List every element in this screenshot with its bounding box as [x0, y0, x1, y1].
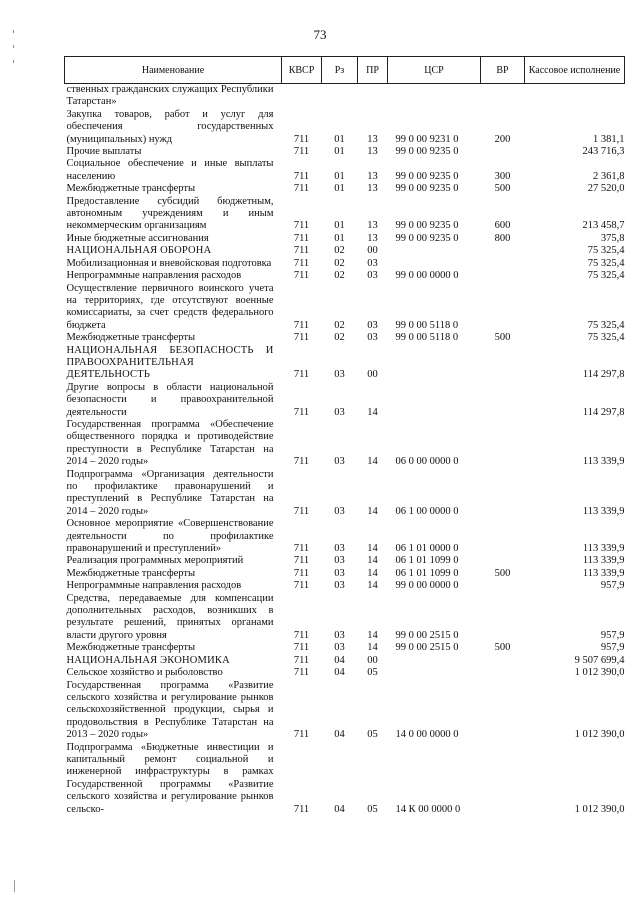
row-csr: 99 0 00 2515 0: [395, 642, 459, 654]
row-rz: 01: [334, 232, 345, 244]
row-vr: [481, 655, 525, 667]
row-pr: 03: [367, 270, 378, 282]
row-name: Осуществление первичного воинского учета на территориях, где отсутствуют военные комиссариаты, за счет средств федерального бюджета: [66, 282, 274, 331]
header-vr: ВР: [481, 57, 525, 84]
row-name: Мобилизационная и вневойсковая подготовка: [66, 257, 272, 269]
row-csr: 99 0 00 9231 0: [395, 133, 459, 145]
row-name: Межбюджетные трансферты: [66, 567, 196, 579]
row-pr: 14: [367, 555, 378, 567]
table-row: [65, 593, 625, 643]
row-pr: 13: [367, 146, 378, 158]
row-pr: 14: [367, 642, 378, 654]
row-csr: [388, 245, 481, 257]
row-kvsr: 711: [293, 170, 310, 182]
row-vr: [481, 419, 525, 469]
row-csr: 06 1 01 0000 0: [395, 543, 459, 555]
row-rz: 04: [334, 803, 345, 815]
table-row: [65, 158, 625, 183]
row-rz: 04: [334, 654, 345, 666]
row-vr: 600: [494, 220, 511, 232]
row-pr: 14: [367, 406, 378, 418]
row-amount: 113 339,9: [582, 456, 625, 468]
row-pr: [358, 84, 388, 109]
row-amount: 113 339,9: [582, 567, 625, 579]
row-rz: 03: [334, 406, 345, 418]
row-kvsr: 711: [293, 629, 310, 641]
row-amount: [525, 84, 625, 109]
row-rz: 03: [334, 369, 345, 381]
row-rz: 01: [334, 146, 345, 158]
header-rz: Рз: [322, 57, 358, 84]
row-pr: 00: [367, 245, 378, 257]
table-row: [65, 332, 625, 344]
row-pr: 00: [367, 369, 378, 381]
scan-bottom-mark: [14, 880, 15, 892]
row-rz: 02: [334, 332, 345, 344]
row-csr: 14 К 00 0000 0: [395, 803, 461, 815]
table-row: [65, 109, 625, 146]
row-name: Средства, передаваемые для компенсации дополнительных расходов, возникших в результате решений, принятых органами власти другого уровня: [66, 592, 274, 641]
row-name: Подпрограмма «Организация деятельности по профилактике правонарушений и преступлений в Республике Татарстан на 2014 – 2020 годы»: [66, 468, 274, 517]
row-pr: 05: [367, 803, 378, 815]
row-csr: [388, 345, 481, 382]
table-row: [65, 568, 625, 580]
row-rz: 03: [334, 567, 345, 579]
row-kvsr: 711: [293, 803, 310, 815]
row-vr: [481, 680, 525, 742]
row-rz: 02: [334, 257, 345, 269]
table-row: [65, 258, 625, 270]
row-name: Предоставление субсидий бюджетным, автономным учреждениям и иным некоммерческим организациям: [66, 195, 274, 232]
row-rz: 03: [334, 456, 345, 468]
table-row: [65, 655, 625, 667]
row-pr: 14: [367, 629, 378, 641]
row-csr: 99 0 00 5118 0: [395, 332, 459, 344]
row-vr: 800: [494, 232, 511, 244]
table-row: [65, 642, 625, 654]
row-kvsr: 711: [293, 567, 310, 579]
row-amount: 957,9: [600, 580, 625, 592]
row-csr: 06 1 01 1099 0: [395, 567, 459, 579]
row-vr: [481, 258, 525, 270]
row-rz: 01: [334, 133, 345, 145]
row-kvsr: 711: [293, 654, 310, 666]
row-name: НАЦИОНАЛЬНАЯ ЭКОНОМИКА: [66, 654, 230, 666]
row-name: Межбюджетные трансферты: [66, 642, 196, 654]
row-rz: 02: [334, 245, 345, 257]
row-rz: 01: [334, 220, 345, 232]
row-pr: 03: [367, 332, 378, 344]
table-row: [65, 555, 625, 567]
row-name: Межбюджетные трансферты: [66, 183, 196, 195]
row-kvsr: 711: [293, 642, 310, 654]
table-row: [65, 245, 625, 257]
row-amount: 114 297,8: [582, 369, 625, 381]
row-vr: [481, 270, 525, 282]
table-row: [65, 469, 625, 519]
row-name: Государственная программа «Обеспечение общественного порядка и противодействие преступности в Республике Татарстан на 2014 – 2020 годы»: [66, 418, 274, 468]
row-amount: 9 507 699,4: [574, 654, 625, 666]
row-rz: [322, 84, 358, 109]
table-row: [65, 419, 625, 469]
row-pr: 14: [367, 580, 378, 592]
table-row: [65, 233, 625, 245]
row-kvsr: 711: [293, 667, 310, 679]
row-amount: 243 716,3: [582, 146, 625, 158]
scan-edge-marks: [13, 30, 15, 75]
row-csr: [388, 382, 481, 419]
row-vr: [481, 283, 525, 333]
row-vr: [481, 345, 525, 382]
row-name: НАЦИОНАЛЬНАЯ БЕЗОПАСНОСТЬ И ПРАВООХРАНИТЕЛЬНАЯ ДЕЯТЕЛЬНОСТЬ: [66, 344, 274, 381]
row-name: ственных гражданских служащих Республики Татарстан»: [66, 84, 274, 108]
table-row: [65, 382, 625, 419]
row-kvsr: 711: [293, 729, 310, 741]
row-rz: 03: [334, 543, 345, 555]
row-kvsr: 711: [293, 332, 310, 344]
row-amount: 1 012 390,0: [574, 667, 625, 679]
row-name: Основное мероприятие «Совершенствование деятельности по профилактике правонарушений и преступлений»: [66, 518, 274, 555]
row-name: Межбюджетные трансферты: [66, 332, 196, 344]
row-vr: [481, 84, 525, 109]
table-header-row: [65, 57, 625, 84]
table-row: [65, 742, 625, 816]
table-row: [65, 270, 625, 282]
row-name: НАЦИОНАЛЬНАЯ ОБОРОНА: [66, 245, 212, 257]
row-name: Прочие выплаты: [66, 146, 142, 158]
row-rz: 02: [334, 270, 345, 282]
row-amount: 1 012 390,0: [574, 729, 625, 741]
row-name: Подпрограмма «Бюджетные инвестиции и капитальный ремонт социальной и инженерной инфраструктуры в рамках Государственной программы «Развитие сельского хозяйства и регулирование рынков сельско-: [66, 741, 274, 815]
row-csr: 14 0 00 0000 0: [395, 729, 459, 741]
row-rz: 04: [334, 729, 345, 741]
table-row: [65, 518, 625, 555]
row-amount: 213 458,7: [582, 220, 625, 232]
row-vr: [481, 382, 525, 419]
row-pr: 14: [367, 543, 378, 555]
row-kvsr: 711: [293, 369, 310, 381]
row-name: Реализация программных мероприятий: [66, 555, 244, 567]
row-csr: 06 1 00 0000 0: [395, 505, 459, 517]
row-amount: 75 325,4: [587, 257, 625, 269]
row-pr: 05: [367, 667, 378, 679]
row-rz: 02: [334, 319, 345, 331]
row-amount: 2 361,8: [593, 170, 625, 182]
row-pr: 03: [367, 319, 378, 331]
row-pr: 00: [367, 654, 378, 666]
row-amount: 27 520,0: [587, 183, 625, 195]
row-rz: 03: [334, 555, 345, 567]
row-amount: 1 012 390,0: [574, 803, 625, 815]
header-name: Наименование: [65, 57, 282, 84]
table-row: [65, 667, 625, 679]
table-row: [65, 146, 625, 158]
row-csr: 99 0 00 0000 0: [395, 270, 459, 282]
row-csr: 99 0 00 5118 0: [395, 319, 459, 331]
table-body: [65, 84, 625, 816]
row-pr: 05: [367, 729, 378, 741]
page-number: 73: [313, 27, 327, 42]
row-kvsr: 711: [293, 456, 310, 468]
row-vr: 500: [494, 332, 511, 344]
row-amount: 113 339,9: [582, 543, 625, 555]
row-kvsr: 711: [293, 183, 310, 195]
row-kvsr: 711: [293, 543, 310, 555]
table-row: [65, 196, 625, 233]
table-row: [65, 84, 625, 109]
header-csr: ЦСР: [388, 57, 481, 84]
row-kvsr: 711: [293, 580, 310, 592]
row-amount: 114 297,8: [582, 406, 625, 418]
row-amount: 113 339,9: [582, 555, 625, 567]
row-name: Другие вопросы в области национальной безопасности и правоохранительной деятельности: [66, 381, 274, 418]
row-vr: [481, 469, 525, 519]
row-kvsr: [282, 84, 322, 109]
header-amount: Кассовое исполнение: [525, 57, 625, 84]
table-row: [65, 183, 625, 195]
row-rz: 01: [334, 170, 345, 182]
row-vr: 200: [494, 133, 511, 145]
row-csr: 06 0 00 0000 0: [395, 456, 459, 468]
row-amount: 75 325,4: [587, 270, 625, 282]
row-name: Иные бюджетные ассигнования: [66, 232, 209, 244]
row-rz: 03: [334, 580, 345, 592]
row-kvsr: 711: [293, 406, 310, 418]
row-pr: 14: [367, 567, 378, 579]
budget-execution-table: [64, 56, 625, 816]
row-vr: [481, 555, 525, 567]
row-kvsr: 711: [293, 257, 310, 269]
table-row: [65, 283, 625, 333]
row-csr: [388, 667, 481, 679]
row-vr: 500: [494, 642, 511, 654]
row-vr: [481, 245, 525, 257]
row-rz: 01: [334, 183, 345, 195]
row-vr: 500: [494, 567, 511, 579]
row-kvsr: 711: [293, 555, 310, 567]
table-row: [65, 345, 625, 382]
row-amount: 957,9: [600, 642, 625, 654]
row-kvsr: 711: [293, 319, 310, 331]
row-amount: 75 325,4: [587, 332, 625, 344]
row-csr: 99 0 00 9235 0: [395, 170, 459, 182]
row-pr: 13: [367, 133, 378, 145]
row-rz: 03: [334, 505, 345, 517]
row-name: Закупка товаров, работ и услуг для обеспечения государственных (муниципальных) нужд: [66, 108, 274, 145]
table-row: [65, 680, 625, 742]
row-amount: 957,9: [600, 629, 625, 641]
row-name: Непрограммные направления расходов: [66, 270, 242, 282]
row-pr: 14: [367, 456, 378, 468]
row-name: Сельское хозяйство и рыболовство: [66, 667, 223, 679]
row-csr: [388, 84, 481, 109]
row-vr: [481, 742, 525, 816]
header-pr: ПР: [358, 57, 388, 84]
row-csr: 06 1 01 1099 0: [395, 555, 459, 567]
row-vr: [481, 667, 525, 679]
row-vr: [481, 146, 525, 158]
row-name: Государственная программа «Развитие сельского хозяйства и регулирование рынков сельскохозяйственной продукции, сырья и продовольствия в Республике Татарстан на 2013 – 2020 годы»: [66, 679, 274, 741]
row-vr: [481, 593, 525, 643]
row-csr: 99 0 00 9235 0: [395, 183, 459, 195]
row-pr: 13: [367, 170, 378, 182]
row-csr: 99 0 00 9235 0: [395, 146, 459, 158]
row-amount: 375,8: [600, 232, 625, 244]
row-csr: [388, 655, 481, 667]
row-kvsr: 711: [293, 245, 310, 257]
row-rz: 03: [334, 642, 345, 654]
header-kvsr: КВСР: [282, 57, 322, 84]
row-csr: 99 0 00 9235 0: [395, 232, 459, 244]
row-amount: 1 381,1: [593, 133, 625, 145]
row-kvsr: 711: [293, 133, 310, 145]
row-kvsr: 711: [293, 232, 310, 244]
row-amount: 75 325,4: [587, 319, 625, 331]
row-kvsr: 711: [293, 220, 310, 232]
row-amount: 113 339,9: [582, 505, 625, 517]
row-kvsr: 711: [293, 146, 310, 158]
row-csr: [388, 258, 481, 270]
row-amount: 75 325,4: [587, 245, 625, 257]
row-vr: [481, 518, 525, 555]
row-pr: 14: [367, 505, 378, 517]
row-pr: 13: [367, 220, 378, 232]
row-name: Социальное обеспечение и иные выплаты населению: [66, 158, 274, 182]
row-pr: 13: [367, 183, 378, 195]
row-kvsr: 711: [293, 270, 310, 282]
row-csr: 99 0 00 0000 0: [395, 580, 459, 592]
row-name: Непрограммные направления расходов: [66, 580, 242, 592]
row-csr: 99 0 00 9235 0: [395, 220, 459, 232]
row-rz: 03: [334, 629, 345, 641]
row-pr: 03: [367, 257, 378, 269]
row-pr: 13: [367, 232, 378, 244]
table-row: [65, 580, 625, 592]
row-vr: 500: [494, 183, 511, 195]
row-rz: 04: [334, 667, 345, 679]
row-vr: [481, 580, 525, 592]
row-csr: 99 0 00 2515 0: [395, 629, 459, 641]
row-vr: 300: [494, 170, 511, 182]
row-kvsr: 711: [293, 505, 310, 517]
